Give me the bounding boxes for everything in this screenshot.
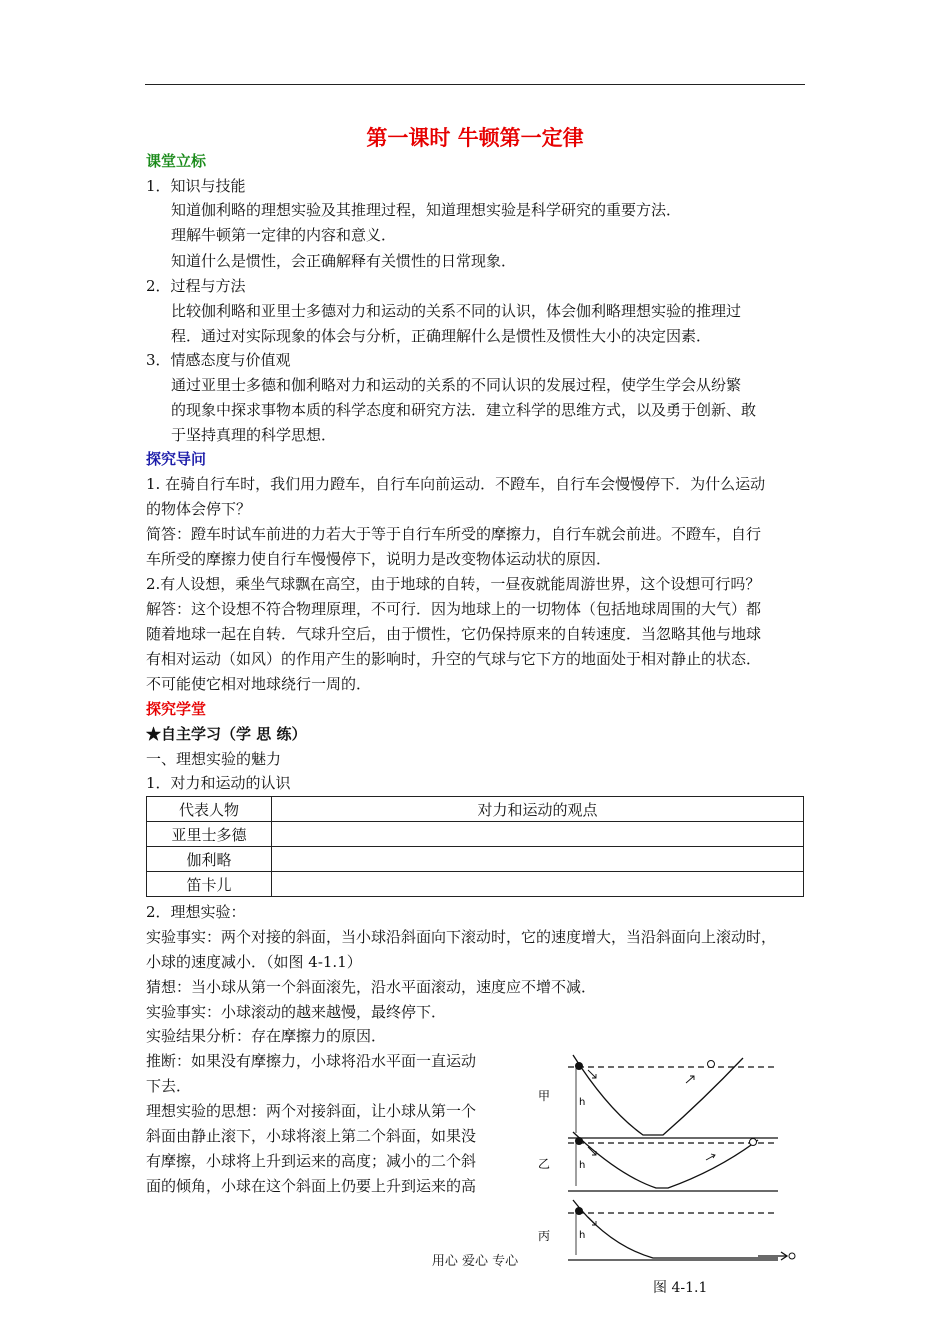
section-heading-class: 探究学堂 [146,700,207,718]
question-line: 有相对运动（如风）的作用产生的影响时，升空的气球与它下方的地面处于相对静止的状态． [146,650,762,668]
table-cell: 伽利略 [147,847,272,872]
experiment-line: 小球的速度减小．（如图 4-1.1） [146,953,362,971]
goal-1-title: 1．知识与技能 [146,177,246,195]
goal-2-line: 程．通过对实际现象的体会与分析，正确理解什么是惯性及惯性大小的决定因素． [171,327,712,345]
figure-label: 甲 [538,1089,551,1103]
question-line: 简答：蹬车时试车前进的力若大于等于自行车所受的摩擦力，自行车就会前进。不蹬车，自行 [146,525,762,543]
figure-label: 乙 [538,1157,551,1171]
ball-icon [575,1061,795,1260]
question-line: 解答：这个设想不符合物理原理，不可行．因为地球上的一切物体（包括地球周围的大气）都 [146,600,762,618]
experiment-line: 下去． [146,1077,192,1095]
goal-3-line: 于坚持真理的科学思想． [171,426,337,444]
table-cell[interactable] [272,847,804,872]
experiment-line: 猜想：当小球从第一个斜面滚先，沿水平面滚动，速度应不增不减． [146,978,597,996]
goal-2-title: 2．过程与方法 [146,277,246,295]
height-label: h [579,1097,586,1108]
question-line: 随着地球一起在自转．气球升空后，由于惯性，它仍保持原来的自转速度．当忽略其他与地球 [146,625,762,643]
section-heading-goals: 课堂立标 [146,152,207,170]
experiment-line: 斜面由静止滚下，小球将滚上第二个斜面，如果没 [146,1127,477,1145]
table-row [147,847,804,872]
height-label: h [579,1160,586,1171]
experiment-line: 理想实验的思想：两个对接斜面，让小球从第一个 [146,1102,477,1120]
goal-1-line: 理解牛顿第一定律的内容和意义． [171,226,397,244]
goal-1-line: 知道什么是惯性，会正确解释有关惯性的日常现象． [171,252,517,270]
section-heading-questions: 探究导问 [146,450,207,468]
height-label: h [579,1230,586,1241]
part-title: 一、理想实验的魅力 [146,750,282,768]
table-cell: 亚里士多德 [147,822,272,847]
experiment-line: 实验事实：两个对接的斜面，当小球沿斜面向下滚动时，它的速度增大，当沿斜面向上滚动时， [146,928,777,946]
figure-label: 丙 [538,1229,551,1243]
table-header: 代表人物 [147,797,272,822]
question-line: 1. 在骑自行车时，我们用力蹬车，自行车向前运动．不蹬车，自行车会慢慢停下．为什么运动 [146,475,766,493]
header-rule [145,84,805,85]
goal-3-line: 通过亚里士多德和伽利略对力和运动的关系的不同认识的发展过程，使学生学会从纷繁 [171,376,742,394]
experiment-title: 2．理想实验： [146,903,246,921]
force-motion-table [146,796,804,897]
question-line: 车所受的摩擦力使自行车慢慢停下，说明力是改变物体运动状的原因． [146,550,612,568]
page-title: 第一课时 牛顿第一定律 [366,125,584,150]
table-caption: 1．对力和运动的认识 [146,774,291,792]
experiment-line: 实验事实：小球滚动的越来越慢，最终停下． [146,1003,447,1021]
experiment-line: 面的倾角，小球在这个斜面上仍要上升到运来的高 [146,1177,477,1195]
table-cell[interactable] [272,872,804,897]
table-row [147,872,804,897]
table-header: 对力和运动的观点 [272,797,804,822]
figure-caption: 图 4-1.1 [653,1280,708,1296]
question-line: 2.有人设想，乘坐气球飘在高空，由于地球的自转，一昼夜就能周游世界，这个设想可行吗？ [146,575,761,593]
experiment-line: 推断：如果没有摩擦力，小球将沿水平面一直运动 [146,1052,477,1070]
page-footer: 用心 爱心 专心 [431,1254,519,1269]
experiment-line: 实验结果分析：存在摩擦力的原因． [146,1027,387,1045]
table-header-row [147,797,804,822]
goal-1-line: 知道伽利略的理想实验及其推理过程，知道理想实验是科学研究的重要方法． [171,201,682,219]
table-cell[interactable] [272,822,804,847]
question-line: 不可能使它相对地球绕行一周的． [146,675,372,693]
goal-2-line: 比较伽利略和亚里士多德对力和运动的关系不同的认识，体会伽利略理想实验的推理过 [171,302,742,320]
experiment-line: 有摩擦，小球将上升到运来的高度；减小的二个斜 [146,1152,477,1170]
table-row [147,822,804,847]
self-study-heading: ★自主学习（学 思 练） [146,725,307,743]
table-cell: 笛卡儿 [147,872,272,897]
goal-3-title: 3．情感态度与价值观 [146,351,291,369]
goal-3-line: 的现象中探求事物本质的科学态度和研究方法．建立科学的思维方式，以及勇于创新、敢 [171,401,757,419]
question-line: 的物体会停下？ [146,500,252,518]
